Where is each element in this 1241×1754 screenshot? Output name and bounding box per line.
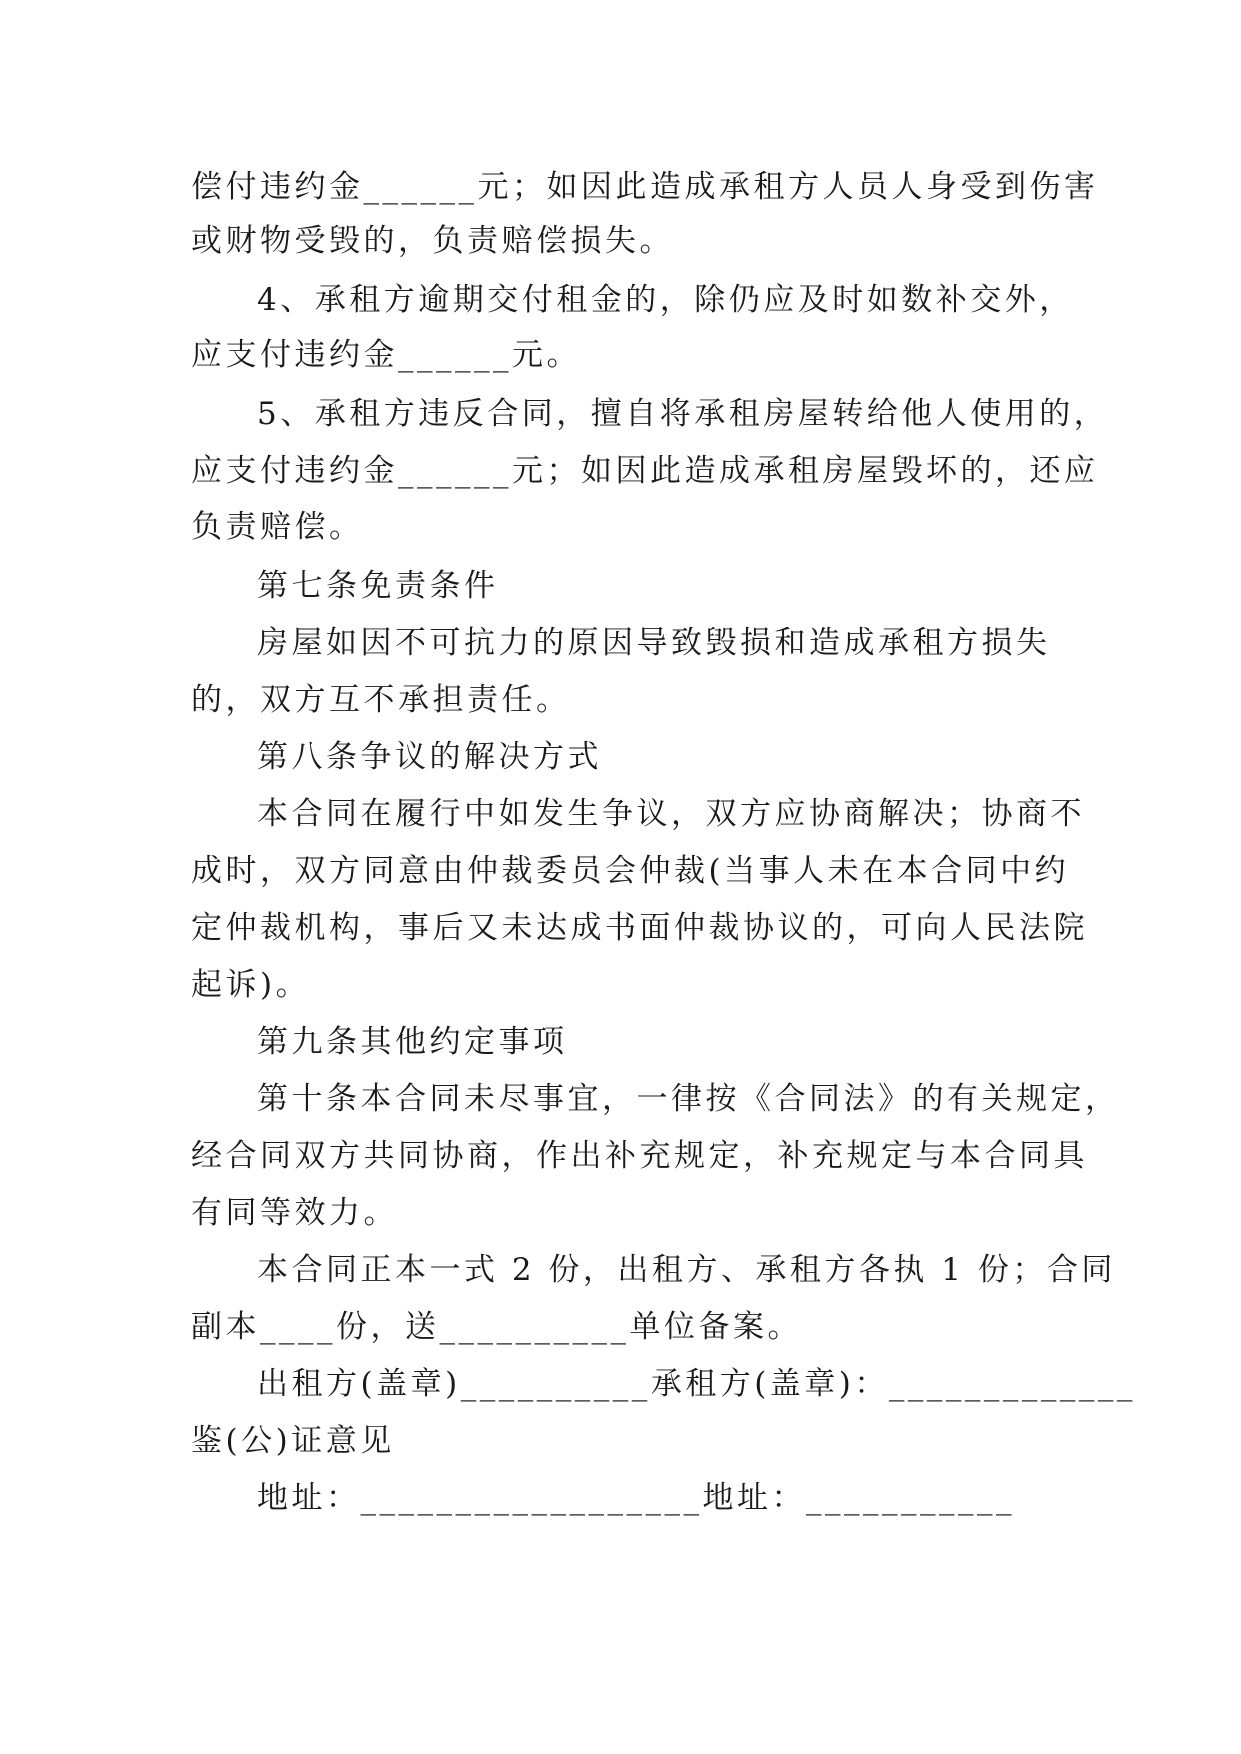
section-heading: 第八条争议的解决方式	[257, 739, 602, 775]
section-heading: 第七条免责条件	[257, 568, 499, 604]
text-line: 有同等效力。	[191, 1195, 398, 1231]
text-line: 本合同正本一式 2 份，出租方、承租方各执 1 份；合同	[257, 1252, 1116, 1288]
text-line: 或财物受毁的，负责赔偿损失。	[191, 223, 674, 259]
text-line: 的，双方互不承担责任。	[191, 682, 571, 718]
text-line: 定仲裁机构，事后又未达成书面仲裁协议的，可向人民法院	[191, 910, 1088, 946]
text-line: 负责赔偿。	[191, 509, 364, 545]
text-line: 副本____份，送__________单位备案。	[191, 1309, 802, 1345]
text-line: 5、承租方违反合同，擅自将承租房屋转给他人使用的，	[257, 396, 1109, 432]
text-line: 应支付违约金______元。	[191, 337, 581, 373]
address-line: 地址：__________________地址：___________	[257, 1480, 1015, 1516]
text-line: 起诉)。	[191, 967, 311, 1003]
section-heading: 第九条其他约定事项	[257, 1024, 568, 1060]
text-line: 房屋如因不可抗力的原因导致毁损和造成承租方损失	[257, 625, 1051, 661]
text-line: 偿付违约金______元；如因此造成承租方人员人身受到伤害	[191, 169, 1099, 205]
text-line: 鉴(公)证意见	[191, 1423, 395, 1459]
text-line: 成时，双方同意由仲裁委员会仲裁(当事人未在本合同中约	[191, 853, 1070, 889]
text-line: 第十条本合同未尽事宜，一律按《合同法》的有关规定，	[257, 1081, 1120, 1117]
text-line: 经合同双方共同协商，作出补充规定，补充规定与本合同具	[191, 1138, 1088, 1174]
text-line: 本合同在履行中如发生争议，双方应协商解决；协商不	[257, 796, 1085, 832]
text-line: 应支付违约金______元；如因此造成承租房屋毁坏的，还应	[191, 453, 1099, 489]
text-line: 4、承租方逾期交付租金的，除仍应及时如数补交外，	[257, 282, 1074, 318]
signature-line: 出租方(盖章)__________承租方(盖章)：_____________	[257, 1366, 1136, 1402]
